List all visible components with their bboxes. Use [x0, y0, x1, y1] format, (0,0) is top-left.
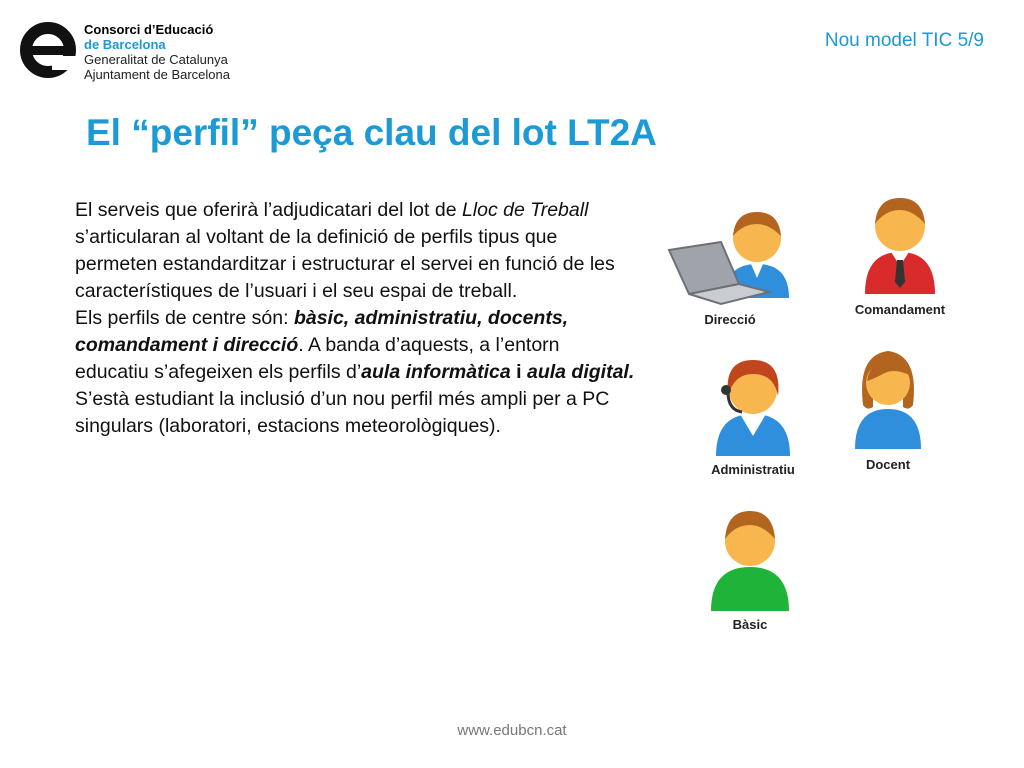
paragraph-3: S’està estudiant la inclusió d’un nou perfil més ampli per a PC singulars (laboratori, estacions meteorològiques). — [75, 388, 610, 437]
user-female-icon — [823, 345, 953, 455]
p1-text-c: s’articularan al voltant de la definició de perfils tipus que permeten estandarditzar i estructurar el servei en funció de les característiques de l’usuari i el seu espai de treball. — [75, 226, 615, 302]
p1-italic: Lloc de Treball — [461, 199, 589, 221]
slide-counter: Nou model TIC 5/9 — [824, 30, 984, 51]
logo-line4: Ajuntament de Barcelona — [84, 67, 230, 82]
logo-text — [84, 22, 230, 82]
p1-text-a: El serveis que oferirà l’adjudicatari del lot de — [75, 199, 462, 221]
profile-direccio — [665, 198, 795, 327]
slide-title: El “perfil” peça clau del lot LT2A — [86, 112, 657, 153]
profile-administratiu — [688, 352, 818, 477]
p2-conjunction: i — [510, 361, 527, 383]
logo-e-icon — [20, 20, 76, 80]
footer-url: www.edubcn.cat — [457, 722, 567, 739]
p2-aula-informatica: aula informàtica — [361, 361, 511, 383]
profile-basic — [685, 505, 815, 632]
logo-line1: Consorci d’Educació — [84, 22, 214, 37]
body-text — [75, 197, 635, 440]
user-tie-icon — [835, 190, 965, 300]
p2-aula-digital: aula digital. — [526, 361, 635, 383]
logo-line3: Generalitat de Catalunya — [84, 52, 228, 67]
profile-comandament — [835, 190, 965, 317]
paragraph-1 — [75, 197, 635, 305]
logo-line2: de Barcelona — [84, 37, 166, 52]
profile-docent — [823, 345, 953, 472]
p2-profiles-list: bàsic, administratiu, docents, comandament i direcció — [75, 307, 569, 356]
p2-text-a: Els perfils de centre són: — [75, 307, 294, 329]
p2-text-c: . A banda d’aquests, a l’entorn educatiu s’afegeixen els perfils d’ — [75, 334, 560, 383]
profile-label-basic: Bàsic — [732, 617, 768, 632]
profile-label-docent: Docent — [865, 457, 911, 472]
profile-label-direccio: Direcció — [704, 312, 756, 327]
profile-label-administratiu: Administratiu — [711, 462, 795, 477]
user-headset-icon — [688, 352, 818, 460]
profile-label-comandament: Comandament — [854, 302, 946, 317]
user-icon — [685, 505, 815, 615]
consorci-logo — [20, 18, 270, 88]
user-laptop-icon — [665, 198, 795, 310]
paragraph-2 — [75, 305, 635, 386]
